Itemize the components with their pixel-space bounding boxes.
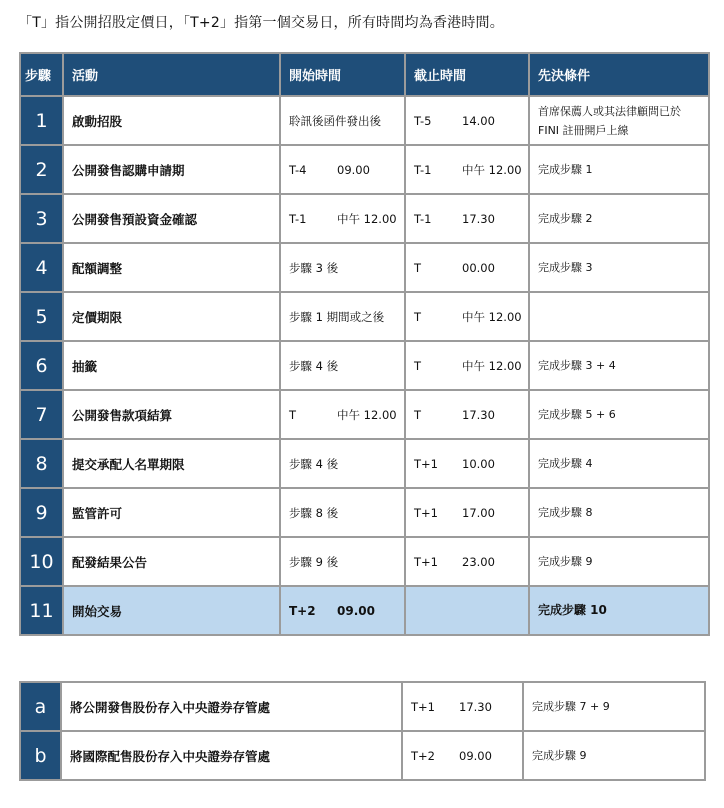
prereq-cell: 完成步驟 9 [523,731,705,780]
end-cell-value: T [414,309,422,324]
activity-cell: 公開發售款項結算 [63,390,280,439]
prereq-line-1: 完成步驟 3 [538,261,593,274]
start-cell-value: 步驟 8 後 [289,505,339,520]
start-cell-value: T+2 [289,603,316,618]
prereq-line-2: FINI 註冊開戶上線 [538,123,629,137]
start-cell [280,96,405,145]
prereq-cell [529,390,709,439]
header-end: 截止時間 [405,53,529,96]
table-row [20,682,705,731]
table-header-row [20,53,709,96]
end-cell-time: 00.00 [462,260,495,275]
prereq-line-1: 首席保薦人或其法律顧問已於 [538,104,681,118]
start-cell-time: 中午 12.00 [337,211,397,226]
table-row [20,145,709,194]
prereq-cell [529,96,709,145]
start-cell [280,537,405,586]
end-cell-value: T-1 [414,162,432,177]
start-cell-value: T-1 [289,211,307,226]
prereq-cell [529,194,709,243]
start-cell [280,488,405,537]
start-cell [280,586,405,635]
activity-cell: 定價期限 [63,292,280,341]
start-cell [280,145,405,194]
table-row [20,292,709,341]
table-row [20,586,709,635]
end-cell-value: T-1 [414,211,432,226]
start-cell-value: T-4 [289,162,307,177]
end-cell-time: 17.30 [462,211,495,226]
prereq-cell [529,145,709,194]
prereq-cell [529,243,709,292]
prereq-cell [529,537,709,586]
start-cell-value: 步驟 1 期間或之後 [289,309,385,324]
step-number: 1 [20,96,63,145]
end-cell-value: T+1 [411,699,435,714]
prereq-cell [529,439,709,488]
start-cell-time: 中午 12.00 [337,407,397,422]
activity-cell: 提交承配人名單期限 [63,439,280,488]
end-cell [405,243,529,292]
prereq-line-1: 完成步驟 10 [538,603,607,617]
start-cell [280,439,405,488]
end-cell-time: 中午 12.00 [462,358,522,373]
end-cell-time: 09.00 [459,748,492,763]
start-cell-time: 09.00 [337,603,375,618]
step-number: 9 [20,488,63,537]
end-cell-time: 10.00 [462,456,495,471]
start-cell-value: 聆訊後函件發出後 [289,113,381,128]
end-cell-time: 23.00 [462,554,495,569]
end-cell-value: T+1 [414,554,438,569]
activity-cell: 開始交易 [63,586,280,635]
start-cell [280,390,405,439]
end-cell [405,537,529,586]
end-cell-time: 中午 12.00 [462,309,522,324]
activity-cell: 公開發售認購申請期 [63,145,280,194]
activity-cell: 配發結果公告 [63,537,280,586]
activity-cell: 配額調整 [63,243,280,292]
start-cell-time: 09.00 [337,162,370,177]
end-cell [405,488,529,537]
activity-cell: 抽籤 [63,341,280,390]
end-cell [405,439,529,488]
end-cell [405,586,529,635]
table-row [20,243,709,292]
step-letter: b [20,731,61,780]
prereq-cell [529,586,709,635]
start-cell-value: 步驟 9 後 [289,554,339,569]
prereq-line-1: 完成步驟 1 [538,163,593,176]
start-cell-value: 步驟 3 後 [289,260,339,275]
end-cell-value: T+1 [414,505,438,520]
end-cell [405,145,529,194]
start-cell [280,243,405,292]
end-cell [405,96,529,145]
table-row [20,341,709,390]
prereq-line-1: 完成步驟 3 + 4 [538,359,616,372]
step-number: 3 [20,194,63,243]
table-row [20,439,709,488]
step-number: 5 [20,292,63,341]
end-cell-time: 中午 12.00 [462,162,522,177]
prereq-line-1: 完成步驟 8 [538,506,593,519]
header-prereq: 先決條件 [529,53,709,96]
start-cell-value: 步驟 4 後 [289,358,339,373]
end-cell-value: T+2 [411,748,435,763]
prereq-line-1: 完成步驟 4 [538,457,593,470]
step-number: 4 [20,243,63,292]
step-number: 6 [20,341,63,390]
step-number: 10 [20,537,63,586]
end-cell-value: T [414,260,422,275]
end-cell [402,682,523,731]
step-number: 11 [20,586,63,635]
end-cell [405,194,529,243]
step-number: 7 [20,390,63,439]
prereq-line-1: 完成步驟 2 [538,212,593,225]
end-cell-value: T+1 [414,456,438,471]
end-cell [402,731,523,780]
start-cell [280,341,405,390]
timetable [19,52,710,636]
prereq-cell [529,292,709,341]
table-row [20,96,709,145]
prereq-cell [529,341,709,390]
settlement-table [19,681,706,781]
header-start: 開始時間 [280,53,405,96]
table-row [20,390,709,439]
header-activity: 活動 [63,53,280,96]
end-cell [405,390,529,439]
activity-cell: 啟動招股 [63,96,280,145]
table-row [20,537,709,586]
table-row [20,488,709,537]
end-cell-time: 17.00 [462,505,495,520]
start-cell-value: 步驟 4 後 [289,456,339,471]
step-letter: a [20,682,61,731]
intro-note: 「T」指公開招股定價日，「T+2」指第一個交易日，所有時間均為香港時間。 [18,15,504,31]
end-cell [405,341,529,390]
prereq-cell: 完成步驟 7 + 9 [523,682,705,731]
table-row [20,731,705,780]
prereq-line-1: 完成步驟 9 [538,555,593,568]
start-cell [280,292,405,341]
end-cell-time: 17.30 [459,699,492,714]
step-number: 2 [20,145,63,194]
end-cell-value: T [414,407,422,422]
activity-cell: 監管許可 [63,488,280,537]
prereq-cell [529,488,709,537]
activity-cell: 將公開發售股份存入中央證券存管處 [61,682,402,731]
end-cell-time: 17.30 [462,407,495,422]
table-row [20,194,709,243]
header-step: 步驟 [20,53,63,96]
end-cell-value: T [414,358,422,373]
start-cell [280,194,405,243]
end-cell-time: 14.00 [462,113,495,128]
end-cell [405,292,529,341]
activity-cell: 將國際配售股份存入中央證券存管處 [61,731,402,780]
activity-cell: 公開發售預設資金確認 [63,194,280,243]
step-number: 8 [20,439,63,488]
start-cell-value: T [289,407,297,422]
prereq-line-1: 完成步驟 5 + 6 [538,408,616,421]
end-cell-value: T-5 [414,113,432,128]
